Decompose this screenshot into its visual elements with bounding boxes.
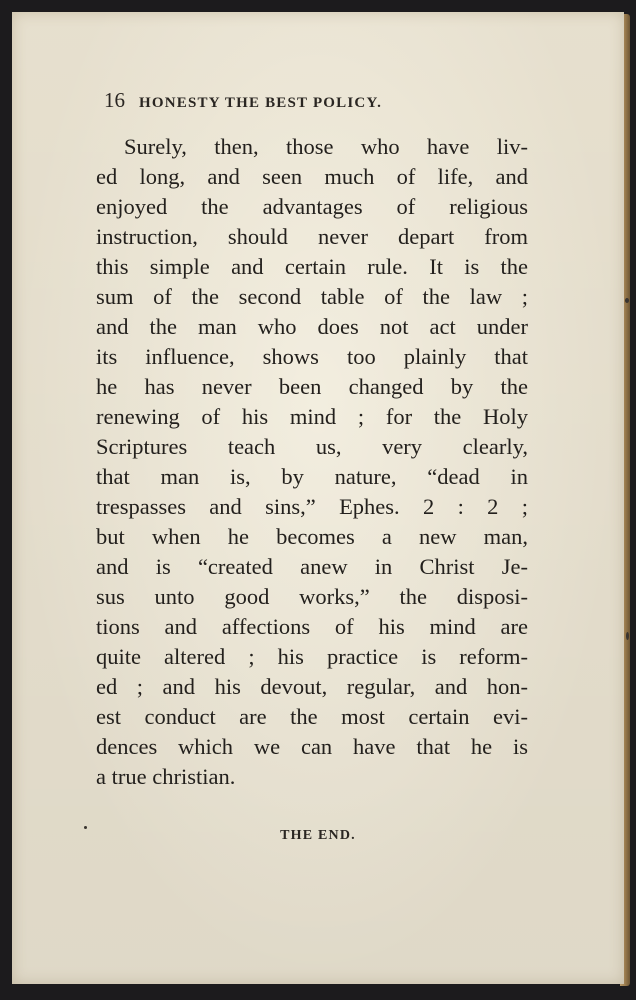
the-end-label: THE END. — [280, 828, 356, 843]
paper-speck — [84, 826, 87, 829]
text-line: but when he becomes a new man, — [96, 524, 528, 549]
text-line: and is “created anew in Christ Je- — [96, 554, 528, 579]
text-line: est conduct are the most certain evi- — [96, 704, 528, 729]
text-line: trespasses and sins,” Ephes. 2 : 2 ; — [96, 494, 528, 519]
text-line: Surely, then, those who have liv- — [124, 134, 528, 159]
text-line: dences which we can have that he is — [96, 734, 528, 759]
text-line: and the man who does not act under — [96, 314, 528, 339]
text-line: sus unto good works,” the disposi- — [96, 584, 528, 609]
paper-speck — [626, 632, 629, 640]
text-line: a true christian. — [96, 764, 236, 789]
text-line: tions and affections of his mind are — [96, 614, 528, 639]
page-number: 16 — [104, 88, 125, 112]
running-title: HONESTY THE BEST POLICY. — [139, 95, 383, 111]
text-line: renewing of his mind ; for the Holy — [96, 404, 528, 429]
text-line: enjoyed the advantages of religious — [96, 194, 528, 219]
text-line: Scriptures teach us, very clearly, — [96, 434, 528, 459]
text-line: instruction, should never depart from — [96, 224, 528, 249]
text-line: ed ; and his devout, regular, and hon- — [96, 674, 528, 699]
page-header — [104, 88, 504, 118]
body-paragraph — [96, 132, 528, 792]
text-line: its influence, shows too plainly that — [96, 344, 528, 369]
text-line: that man is, by nature, “dead in — [96, 464, 528, 489]
text-line: quite altered ; his practice is reform- — [96, 644, 528, 669]
paper-speck — [625, 298, 629, 303]
text-line: this simple and certain rule. It is the — [96, 254, 528, 279]
text-line: ed long, and seen much of life, and — [96, 164, 528, 189]
text-line: sum of the second table of the law ; — [96, 284, 528, 309]
text-line: he has never been changed by the — [96, 374, 528, 399]
